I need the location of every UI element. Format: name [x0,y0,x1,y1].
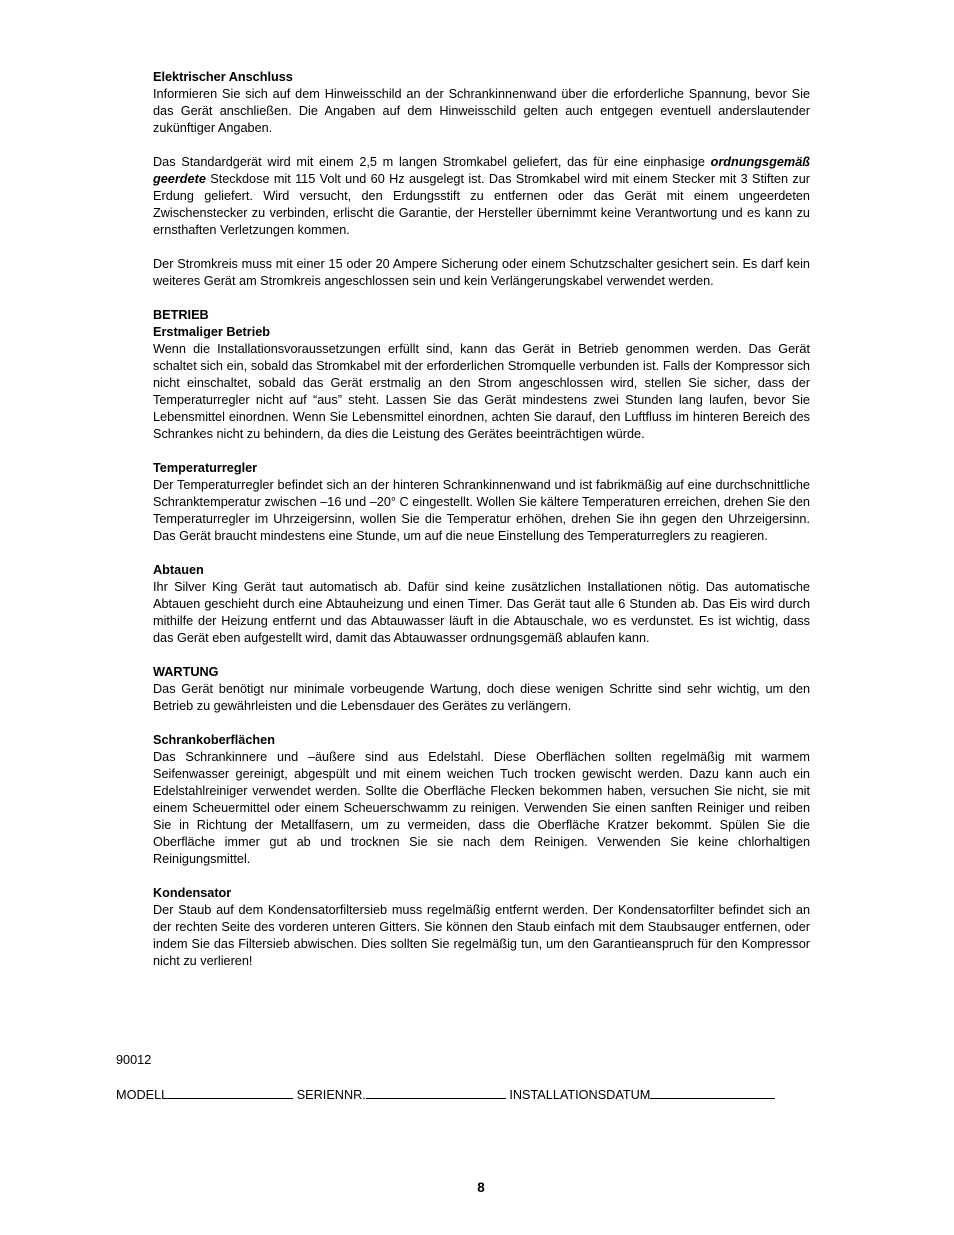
paragraph-circuit: Der Stromkreis muss mit einer 15 oder 20 Ampere Sicherung oder einem Schutzschalter gesichert sein. Es darf kein weiteres Gerät am Stromkreis angeschlossen sein und kein Verlängerungskabel verwendet werden. [153,257,810,288]
power-cord-text-end: Steckdose mit 115 Volt und 60 Hz ausgelegt ist. Das Stromkabel wird mit einem Stecker mit 3 Stiften zur Erdung geliefert. Wird versucht, den Erdungsstift zu entfernen oder das Gerät mit einem ungeerdeten Zwischenstecker zu verbinden, erlischt die Garantie, der Hersteller übernimmt keine Verantwortung und es kann zu ernsthaften Verletzungen kommen. [153,172,810,237]
install-date-label: INSTALLATIONSDATUM [509,1088,651,1102]
section-electrical [153,69,810,290]
section-operation [153,307,810,647]
heading-electrical: Elektrischer Anschluss [153,70,293,84]
heading-maintenance: WARTUNG [153,665,219,679]
heading-thermostat: Temperaturregler [153,461,258,475]
paragraph-condenser: Der Staub auf dem Kondensatorfiltersieb muss regelmäßig entfernt werden. Der Kondensatorfilter befindet sich an der rechten Seite des vorderen unteren Gitters. Sie können den Staub einfach mit dem Staubsauger entfernen, oder indem Sie das Filtersieb abwischen. Dies sollten Sie regelmäßig tun, um den Garantieanspruch für den Kompressor nicht zu verlieren! [153,903,810,968]
paragraph-voltage: Informieren Sie sich auf dem Hinweisschild an der Schrankinnenwand über die erforderliche Spannung, bevor Sie das Gerät anschließen. Die Angaben auf dem Hinweisschild gelten auch entgegen eventuell anderslautender zukünftiger Angaben. [153,87,810,135]
serial-label: SERIENNR. [296,1088,366,1102]
page-number: 8 [477,1180,485,1195]
document-code: 90012 [116,1053,152,1067]
serial-blank-line[interactable] [366,1086,506,1099]
heading-defrost: Abtauen [153,563,204,577]
heading-condenser: Kondensator [153,886,232,900]
model-blank-line[interactable] [168,1086,293,1099]
paragraph-defrost: Ihr Silver King Gerät taut automatisch ab. Dafür sind keine zusätzlichen Installationen nötig. Das automatische Abtauen geschieht durch eine Abtauheizung und einen Timer. Das Gerät taut alle 6 Stunden ab. Das Eis wird durch mithilfe der Heizung entfernt und das Abtauwasser läuft in die Abtauschale, wo es verdunstet. Es ist wichtig, dass das Gerät eben aufgestellt wird, damit das Abtauwasser ordnungsgemäß ablaufen kann. [153,580,810,645]
registration-form-line [116,1086,775,1104]
section-maintenance [153,664,810,970]
paragraph-maintenance: Das Gerät benötigt nur minimale vorbeugende Wartung, doch diese wenigen Schritte sind sehr wichtig, um den Betrieb zu gewährleisten und die Lebensdauer des Gerätes zu verlängern. [153,682,810,713]
heading-operation: BETRIEB [153,308,209,322]
install-date-blank-line[interactable] [650,1086,775,1099]
paragraph-power-cord [153,154,810,239]
power-cord-text-start: Das Standardgerät wird mit einem 2,5 m langen Stromkabel geliefert, das für eine einphasige [153,155,711,169]
paragraph-thermostat: Der Temperaturregler befindet sich an der hinteren Schrankinnenwand und ist fabrikmäßig auf eine durchschnittliche Schranktemperatur zwischen –16 und –20° C eingestellt. Wollen Sie kältere Temperaturen erreichen, drehen Sie den Temperaturregler im Uhrzeigersinn, wollen Sie die Temperatur erhöhen, drehen Sie ihn gegen den Uhrzeigersinn. Das Gerät braucht mindestens eine Stunde, um auf die neue Einstellung des Temperaturreglers zu reagieren. [153,478,810,543]
power-cord-emphasis: ordnungsgemäß geerdete [153,155,810,186]
manual-page-content [153,69,810,970]
heading-surfaces: Schrankoberflächen [153,733,275,747]
paragraph-first-start: Wenn die Installationsvoraussetzungen erfüllt sind, kann das Gerät in Betrieb genommen werden. Das Gerät schaltet sich ein, sobald das Stromkabel mit der erforderlichen Stromquelle verbunden ist. Falls der Kompressor sich nicht einschaltet, sobald das Gerät erstmalig an den Strom angeschlossen wird, stellen Sie sicher, dass der Temperaturregler nicht auf “aus” steht. Lassen Sie das Gerät mindestens zwei Stunden lang laufen, bevor Sie Lebensmittel einordnen. Wenn Sie Lebensmittel einordnen, achten Sie darauf, den Luftfluss im hinteren Bereich des Schrankes nicht zu behindern, da dies die Leistung des Gerätes beeinträchtigen würde. [153,342,810,441]
paragraph-surfaces: Das Schrankinnere und –äußere sind aus Edelstahl. Diese Oberflächen sollten regelmäßig mit warmem Seifenwasser gereinigt, abgespült und mit einem weichen Tuch trocken gewischt werden. Dazu kann auch ein Edelstahlreiniger verwendet werden. Sollte die Oberfläche Flecken bekommen haben, versuchen Sie nicht, sie mit einem Scheuermittel oder einem Scheuerschwamm zu reinigen. Verwenden Sie einen sanften Reiniger und reiben Sie in Richtung der Metallfasern, um zu vermeiden, dass die Oberfläche Kratzer bekommt. Spülen Sie die Oberfläche immer gut ab und trocknen Sie sie nach dem Reinigen. Verwenden Sie keine chlorhaltigen Reinigungsmittel. [153,750,810,866]
heading-first-start: Erstmaliger Betrieb [153,325,271,339]
model-label: MODELL [116,1088,169,1102]
